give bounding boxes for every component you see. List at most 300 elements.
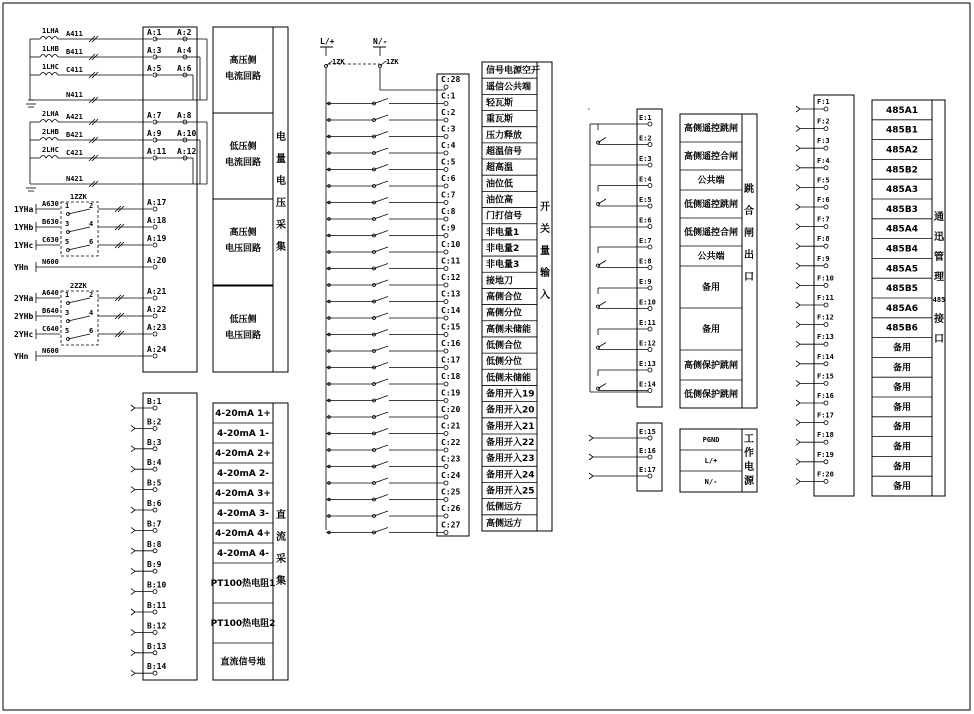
input-label: 遥信公共端 [486, 82, 532, 93]
terminal-dot [153, 314, 157, 318]
terminal-label: C:27 [441, 520, 461, 530]
wire-label: N411 [66, 91, 83, 99]
terminal-label: A:17 [147, 198, 167, 207]
contact-symbol [373, 280, 389, 287]
terminal-label: C:15 [441, 322, 461, 332]
terminal-label: C:24 [441, 471, 461, 480]
terminal-label: E:17 [639, 466, 656, 474]
wire-end-icon [131, 466, 135, 472]
group-box [213, 27, 273, 113]
dc-analog-section [131, 393, 288, 680]
side-label-char: 理 [934, 272, 944, 283]
terminal-label: B:10 [147, 580, 167, 590]
contact-blade [68, 334, 90, 339]
input-label: 高侧未储能 [486, 324, 532, 335]
terminal-label: F:1 [817, 98, 830, 106]
terminal-dot [444, 85, 448, 89]
wire-end-icon [589, 435, 593, 441]
terminal-dot [824, 381, 828, 385]
comm-label: 备用 [892, 442, 912, 453]
switch-term: 1 [65, 202, 70, 210]
switch-label: 2ZZK [70, 282, 87, 290]
group-box [213, 199, 273, 285]
terminal-label: F:13 [817, 333, 834, 342]
input-label: 备用开入23 [486, 454, 535, 465]
input-label: 非电量1 [486, 227, 520, 238]
terminal-label: A:20 [147, 256, 167, 265]
wire-end-icon [796, 165, 800, 171]
contact-symbol [373, 330, 389, 337]
terminal-label: A:18 [147, 216, 167, 225]
wire-label: B630 [42, 218, 59, 226]
terminal-dot [824, 479, 828, 483]
terminal-label: C:26 [441, 504, 461, 513]
pt-label: YHn [14, 352, 29, 361]
group-label: 电流回路 [224, 72, 262, 82]
wire-end-icon [131, 487, 135, 493]
analog-label: 4-20mA 4- [217, 549, 269, 559]
comm-label: 备用 [892, 402, 912, 413]
wire-end-icon [796, 341, 800, 347]
terminal-label: C:7 [441, 190, 456, 200]
ct-label: 1LHA [42, 27, 59, 35]
comm-label: 485A3 [885, 185, 919, 196]
switch-term: 2 [89, 291, 94, 299]
contact-symbol [373, 181, 389, 188]
contact-symbol [373, 379, 389, 386]
terminal-dot [824, 185, 828, 189]
terminal-label: B:4 [147, 458, 162, 468]
terminal-dot [648, 436, 652, 440]
contact-symbol [373, 132, 389, 139]
ct-coil-icon [40, 37, 58, 40]
group-label: 低压侧 [229, 142, 257, 152]
ct-coil-icon [40, 73, 58, 76]
comm-label: 485B1 [886, 125, 918, 136]
terminal-label: C:23 [441, 454, 461, 464]
ct-coil-icon [40, 55, 58, 58]
ct-coil-icon [40, 120, 58, 123]
wire-end-icon [796, 478, 800, 484]
contact-symbol [597, 261, 607, 268]
side-label [539, 201, 550, 301]
contact-symbol [373, 214, 389, 221]
contact-symbol [67, 245, 91, 252]
comm-label: 485B5 [886, 284, 918, 295]
comm-label: 485B3 [886, 204, 918, 215]
terminal-dot [824, 362, 828, 366]
terminal-label: F:9 [817, 254, 830, 263]
input-label: 备用开入22 [486, 438, 535, 449]
terminal-dot [824, 166, 828, 170]
terminal-label: C:10 [441, 240, 461, 249]
wire-end-icon [796, 361, 800, 367]
terminal-dot [153, 528, 157, 532]
ct-label: 2LHB [42, 128, 59, 136]
terminal-dot [153, 296, 157, 300]
wire-end-icon [796, 106, 800, 112]
contact-blade [374, 165, 388, 170]
trip-close-output-section [589, 109, 757, 408]
terminal-dot [444, 514, 448, 518]
contact-blade [374, 231, 388, 236]
terminal-label: F:4 [817, 156, 830, 165]
side-label [743, 182, 754, 283]
ct-label: 2LHC [42, 146, 59, 154]
ct-coil-icon [40, 138, 58, 141]
terminal-label: A:5 [147, 64, 162, 73]
terminal-dot [444, 415, 448, 419]
contact-symbol [373, 363, 389, 370]
analog-label: 4-20mA 3+ [215, 489, 271, 499]
terminal-label: A:6 [177, 64, 192, 73]
input-label: 非电量3 [486, 260, 520, 271]
pt-label: 2YHc [14, 330, 34, 339]
contact-symbol [373, 429, 389, 436]
terminal-dot [824, 107, 828, 111]
terminal-dot [153, 467, 157, 471]
contact-blade [374, 181, 388, 186]
terminal-label: C:25 [441, 487, 461, 497]
input-label: 备用开入24 [486, 470, 535, 481]
wire-end-icon [796, 243, 800, 249]
terminal-label: A:4 [177, 46, 192, 55]
contact-blade [374, 346, 388, 351]
terminal-label: B:7 [147, 519, 162, 529]
terminal-label: B:6 [147, 499, 162, 508]
terminal-dot [444, 316, 448, 320]
terminal-label: A:9 [147, 129, 162, 138]
side-label [276, 130, 286, 253]
contact-symbol [373, 396, 389, 403]
terminal-dot [444, 382, 448, 386]
terminal-dot [648, 163, 652, 167]
fuse-label: 1ZK [386, 58, 399, 66]
input-label: 低侧分位 [486, 357, 523, 368]
comm-label: 备用 [892, 462, 912, 473]
comm-label: 485A1 [885, 105, 919, 116]
terminal-label: F:7 [817, 215, 830, 224]
wire-end-icon [131, 405, 135, 411]
terminal-strip-b [143, 393, 197, 680]
contact-blade [68, 227, 90, 232]
pt-label: YHn [14, 263, 29, 272]
contact-symbol [373, 412, 389, 419]
wire-end-icon [131, 629, 135, 635]
terminal-dot [648, 474, 652, 478]
terminal-label: B:2 [147, 417, 162, 427]
terminal-dot [648, 184, 652, 188]
input-label: 低侧未储能 [486, 373, 532, 384]
wire-end-icon [796, 224, 800, 230]
contact-symbol [67, 298, 91, 305]
work-power-section [589, 423, 757, 492]
contact-blade [374, 198, 388, 203]
contact-blade [374, 412, 388, 417]
wire-label: B421 [66, 131, 83, 139]
side-label-char: 集 [276, 242, 286, 253]
input-label: 非电量2 [486, 243, 520, 254]
terminal-dot [648, 307, 652, 311]
terminal-label: F:19 [817, 450, 834, 459]
wire-label: N421 [66, 175, 83, 183]
terminal-label: B:11 [147, 601, 167, 610]
analog-label: PT100热电阻1 [210, 579, 276, 589]
terminal-label: C:5 [441, 157, 456, 167]
input-label: 高侧合位 [486, 292, 523, 303]
terminal-dot [444, 300, 448, 304]
switch-term: 5 [65, 327, 70, 335]
contact-blade [374, 379, 388, 384]
terminal-label: E:8 [639, 257, 652, 266]
contact-blade [374, 429, 388, 434]
contact-symbol [373, 445, 389, 452]
analog-label: 直流信号地 [220, 657, 266, 668]
terminal-dot [824, 401, 828, 405]
contact-symbol [373, 495, 389, 502]
terminal-label: E:7 [639, 237, 652, 245]
switch-term: 4 [89, 220, 94, 228]
group-box [213, 286, 273, 372]
wire-end-icon [796, 126, 800, 132]
terminal-dot [153, 610, 157, 614]
terminal-label: A:12 [177, 147, 197, 156]
label-column [213, 403, 273, 680]
terminal-label: B:1 [147, 397, 162, 406]
contact-symbol [67, 227, 91, 234]
terminal-label: E:10 [639, 298, 656, 307]
group-label: 低压侧 [229, 315, 257, 325]
terminal-label: E:14 [639, 380, 656, 389]
terminal-dot [444, 498, 448, 502]
terminal-label: A:2 [177, 28, 192, 37]
analog-label: PT100热电阻2 [210, 619, 276, 629]
terminal-dot [153, 651, 157, 655]
side-label-char: 工 [744, 434, 754, 445]
output-label: 低侧遥控合闸 [683, 228, 739, 238]
analog-label: 4-20mA 1+ [215, 409, 271, 419]
terminal-label: A:10 [177, 129, 197, 138]
input-label: 压力释放 [486, 130, 523, 141]
terminal-label: E:12 [639, 339, 656, 348]
power-label: N/- [704, 478, 718, 486]
contact-symbol [373, 198, 389, 205]
wire-end-icon [131, 609, 135, 615]
input-label: 备用开入19 [486, 389, 535, 400]
wire-end-icon [796, 380, 800, 386]
terminal-label: C:16 [441, 339, 461, 348]
contact-blade [374, 297, 388, 302]
output-label: 公共端 [697, 252, 725, 262]
terminal-label: C:8 [441, 207, 456, 216]
comm-label: 备用 [892, 383, 912, 394]
terminal-dot [648, 122, 652, 126]
contact-blade [374, 115, 388, 120]
terminal-label: A:24 [147, 345, 167, 354]
terminal-label: E:2 [639, 134, 652, 143]
side-label-char: 迅 [934, 232, 944, 243]
side-label-char: 关 [540, 224, 550, 235]
terminal-label: F:2 [817, 117, 830, 126]
terminal-label: E:15 [639, 428, 656, 436]
comm-label: 备用 [892, 482, 912, 493]
output-label: 备用 [701, 325, 721, 335]
wire-label: A640 [42, 289, 59, 297]
contact-symbol [373, 231, 389, 238]
terminal-label: F:12 [817, 313, 834, 322]
group-label: 电流回路 [224, 158, 262, 168]
input-label: 油位高 [486, 195, 514, 206]
wire-label: A411 [66, 30, 83, 38]
pt-label: 2YHb [14, 312, 34, 321]
side-box [742, 114, 757, 408]
terminal-label: E:11 [639, 319, 656, 327]
side-label-char: 源 [744, 476, 754, 487]
terminal-dot [444, 168, 448, 172]
group-label: 电压回路 [224, 244, 262, 254]
terminal-label: E:3 [639, 155, 652, 163]
terminal-label: B:9 [147, 560, 162, 570]
terminal-dot [824, 127, 828, 131]
terminal-dot [824, 283, 828, 287]
contact-blade [374, 280, 388, 285]
terminal-dot [153, 207, 157, 211]
side-label [934, 210, 945, 283]
terminal-label: A:11 [147, 147, 167, 156]
terminal-label: A:1 [147, 28, 162, 37]
terminal-dot [648, 245, 652, 249]
terminal-label: A:23 [147, 323, 167, 332]
terminal-label: F:8 [817, 235, 830, 244]
comm-label: 485A6 [885, 303, 919, 314]
terminal-label: E:1 [639, 114, 652, 122]
side-label-char: 管 [934, 252, 944, 263]
wire-label: C421 [66, 149, 83, 157]
side-label-char: 量 [540, 246, 550, 257]
comm-label: 485B6 [886, 323, 918, 334]
wire-end-icon [796, 459, 800, 465]
contact-blade [374, 214, 388, 219]
terminal-label: A:21 [147, 287, 167, 296]
contact-blade [374, 247, 388, 252]
terminal-label: C:14 [441, 306, 461, 315]
wire-end-icon [589, 454, 593, 460]
terminal-dot [444, 333, 448, 337]
terminal-dot [824, 264, 828, 268]
terminal-label: E:9 [639, 278, 652, 286]
terminal-dot [444, 135, 448, 139]
terminal-dot [444, 184, 448, 188]
side-label [276, 508, 286, 587]
wire-end-icon [131, 527, 135, 533]
contact-symbol [373, 247, 389, 254]
comm-label: 备用 [892, 343, 912, 354]
terminal-dot [153, 354, 157, 358]
terminal-dot [444, 465, 448, 469]
wire-end-icon [796, 204, 800, 210]
pt-label: 1YHc [14, 241, 34, 250]
side-label-char: 量 [276, 154, 286, 165]
wire-label: A630 [42, 200, 59, 208]
analog-label: 4-20mA 2- [217, 469, 269, 479]
wire-end-icon [796, 145, 800, 151]
contact-symbol [373, 165, 389, 172]
contact-symbol [67, 209, 91, 216]
wire-end-icon [796, 302, 800, 308]
switch-term: 3 [65, 309, 70, 317]
power-label: L/+ [704, 457, 718, 465]
terminal-dot [824, 303, 828, 307]
comm-485-section [796, 95, 945, 496]
terminal-label: E:6 [639, 216, 652, 225]
comm-label: 485A2 [885, 145, 919, 156]
terminal-label: C:3 [441, 124, 456, 134]
comm-label: 485B2 [886, 165, 918, 176]
output-label: 高侧遥控跳闸 [683, 124, 739, 134]
wire-label: C640 [42, 325, 59, 333]
contact-blade [374, 511, 388, 516]
side-label-char: 采 [276, 554, 286, 565]
terminal-dot [153, 265, 157, 269]
input-label: 超高温 [486, 163, 514, 174]
contact-symbol [373, 462, 389, 469]
wire-end-icon [131, 507, 135, 513]
contact-symbol [373, 511, 389, 518]
contact-blade [68, 245, 90, 250]
terminal-dot [444, 432, 448, 436]
terminal-dot [444, 118, 448, 122]
wire-end-icon [796, 184, 800, 190]
terminal-label: A:19 [147, 234, 167, 243]
contact-blade [68, 316, 90, 321]
bus-label: L/+ [320, 37, 335, 46]
input-label: 门打信号 [486, 211, 523, 222]
terminal-dot [153, 406, 157, 410]
terminal-dot [824, 244, 828, 248]
input-label: 轻瓦斯 [486, 98, 514, 109]
terminal-label: F:11 [817, 294, 834, 302]
input-label: 接地刀 [486, 276, 514, 287]
terminal-dot [153, 671, 157, 675]
contact-symbol [597, 138, 607, 145]
terminal-dot [824, 440, 828, 444]
terminal-dot [648, 327, 652, 331]
terminal-label: A:22 [147, 305, 167, 314]
terminal-label: B:8 [147, 539, 162, 549]
wire-end-icon [796, 439, 800, 445]
terminal-label: C:6 [441, 174, 456, 183]
comm-label: 485A4 [885, 224, 919, 235]
wire-label: C630 [42, 236, 59, 244]
wire-end-icon [131, 548, 135, 554]
group-box [213, 113, 273, 199]
input-label: 超温信号 [486, 146, 523, 157]
output-label: 高侧遥控合闸 [683, 152, 739, 162]
terminal-label: A:7 [147, 111, 162, 120]
terminal-label: B:3 [147, 437, 162, 447]
contact-symbol [373, 115, 389, 122]
terminal-dot [444, 481, 448, 485]
terminal-label: C:19 [441, 388, 461, 398]
terminal-label: C:18 [441, 372, 461, 381]
terminal-label: E:13 [639, 360, 656, 368]
terminal-dot [444, 399, 448, 403]
terminal-label: F:5 [817, 176, 830, 185]
comm-label: 备用 [892, 363, 912, 374]
terminal-dot [444, 448, 448, 452]
side-label-char: 闸 [744, 228, 754, 239]
terminal-label: E:4 [639, 175, 652, 184]
